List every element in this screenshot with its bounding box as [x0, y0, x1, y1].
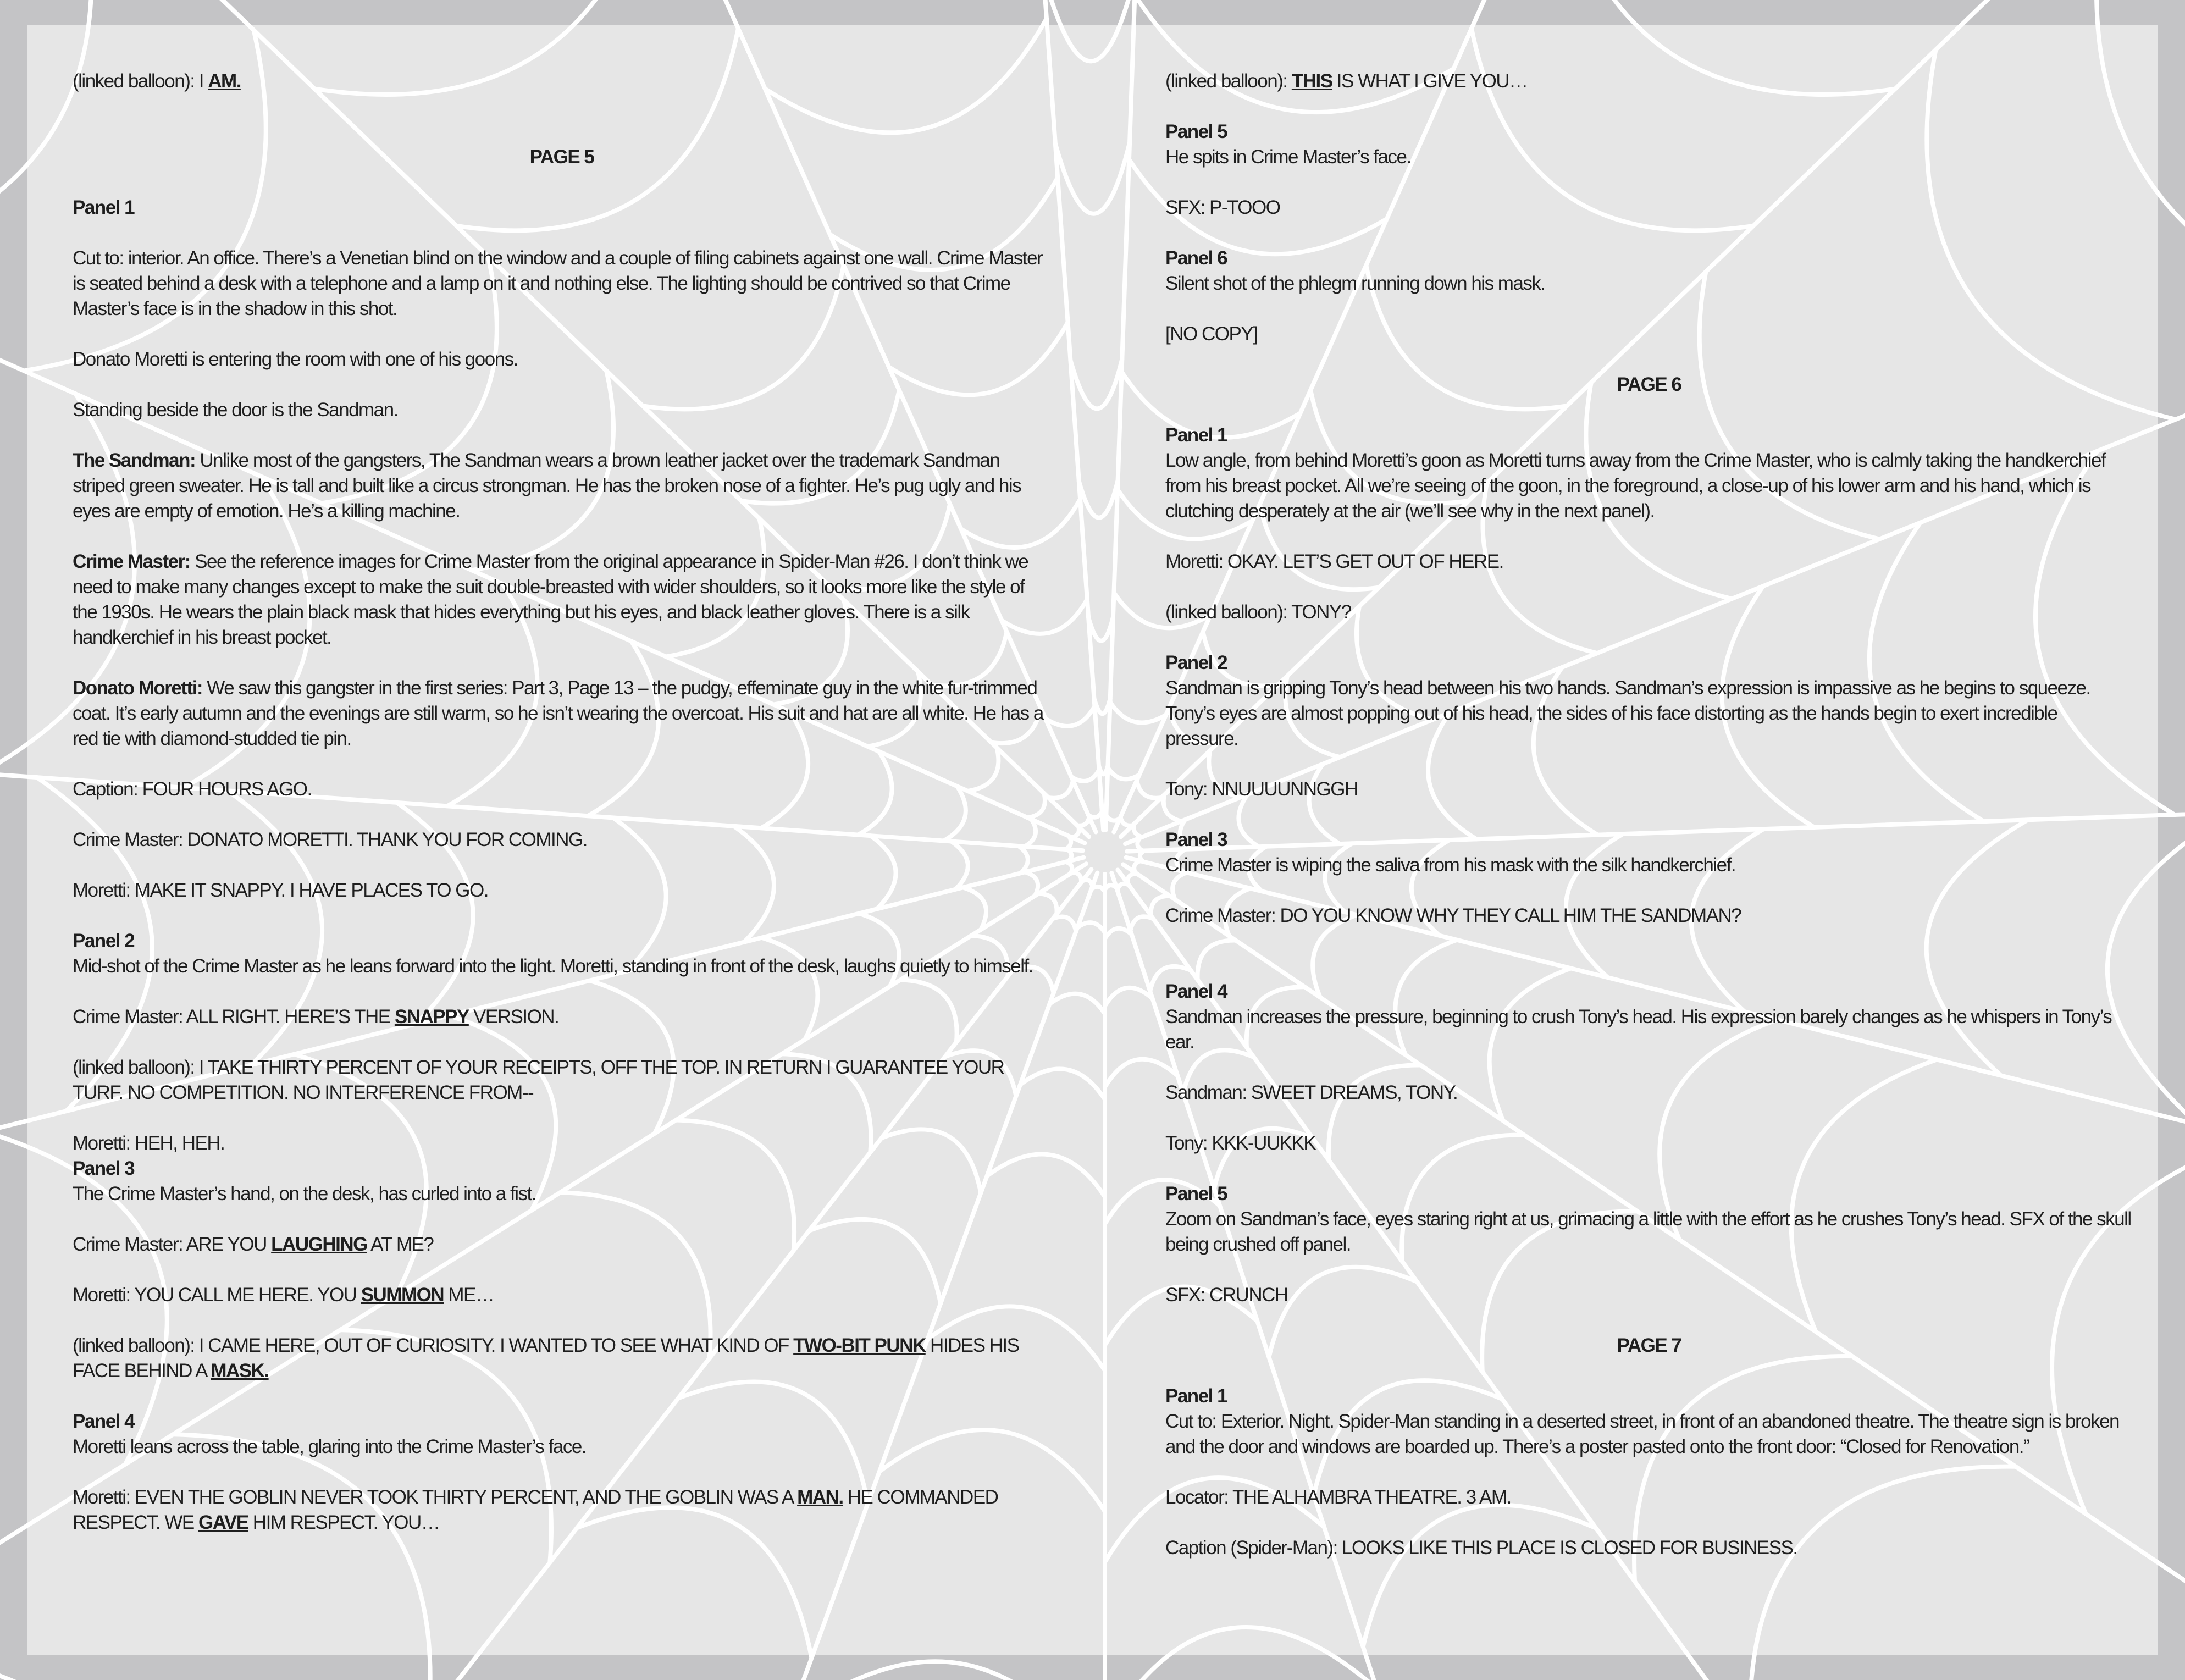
script-column-right	[1165, 69, 2133, 1561]
page-5-heading: PAGE 5	[529, 146, 594, 168]
dialogue-line: (linked balloon): TONY?	[1165, 601, 1351, 623]
panel-2-heading: Panel 2	[73, 930, 135, 952]
panel-4-description: Moretti leans across the table, glaring into the Crime Master’s face.	[73, 1436, 587, 1457]
panel-1-description: Cut to: Exterior. Night. Spider-Man standing in a deserted street, in front of an abandoned theatre. The theatre sign is broken and the door and windows are boarded up. There’s a poster pasted onto the front door: “Closed for Renovation.”	[1165, 1411, 2119, 1457]
emphasis-text: MASK.	[211, 1360, 269, 1381]
dialogue-line: Moretti: OKAY. LET’S GET OUT OF HERE.	[1165, 551, 1503, 572]
panel-2-description: Sandman is gripping Tony’s head between his two hands. Sandman’s expression is impassive as he begins to squeeze. Tony’s eyes are almost popping out of his head, the sides of his face distorting as the hands begin to exert incredible pressure.	[1165, 677, 2090, 749]
panel-3-description: The Crime Master’s hand, on the desk, has curled into a fist.	[73, 1183, 536, 1204]
dialogue-line: Crime Master: DO YOU KNOW WHY THEY CALL HIM THE SANDMAN?	[1165, 905, 1741, 926]
script-column-left	[73, 69, 1051, 1535]
panel-3-heading: Panel 3	[73, 1158, 135, 1179]
character-name: Donato Moretti:	[73, 677, 203, 699]
panel-1-heading: Panel 1	[73, 197, 135, 218]
dialogue-line: Crime Master: DONATO MORETTI. THANK YOU FOR COMING.	[73, 829, 587, 850]
panel-4-description: Sandman increases the pressure, beginning to crush Tony’s head. His expression barely changes as he whispers in Tony’s ear.	[1165, 1006, 2112, 1053]
panel-2-description: Mid-shot of the Crime Master as he leans forward into the light. Moretti, standing in front of the desk, laughs quietly to himself.	[73, 955, 1033, 977]
dialogue-line: Sandman: SWEET DREAMS, TONY.	[1165, 1082, 1458, 1103]
panel-1-note: Standing beside the door is the Sandman.	[73, 399, 398, 421]
no-copy-note: [NO COPY]	[1165, 323, 1258, 345]
caption-line: Caption (Spider-Man): LOOKS LIKE THIS PLACE IS CLOSED FOR BUSINESS.	[1165, 1537, 1797, 1559]
dialogue-line: Tony: KKK-UUKKK	[1165, 1132, 1316, 1154]
panel-5-heading: Panel 5	[1165, 121, 1227, 142]
caption-line: Caption: FOUR HOURS AGO.	[73, 778, 312, 800]
panel-6-heading: Panel 6	[1165, 247, 1227, 269]
panel-3-heading: Panel 3	[1165, 829, 1227, 850]
linked-balloon-line: (linked balloon): I AM.	[73, 70, 241, 92]
emphasis-text: AM.	[208, 70, 241, 92]
emphasis-text: TWO-BIT PUNK	[793, 1335, 926, 1356]
panel-2-heading: Panel 2	[1165, 652, 1227, 673]
character-note-sandman: The Sandman: Unlike most of the gangsters, The Sandman wears a brown leather jacket over the trademark Sandman striped green sweater. He is tall and built like a circus strongman. He has the broken nose of a fighter. He’s pug ugly and his eyes are empty of emotion. He’s a killing machine.	[73, 450, 1021, 522]
panel-3-description: Crime Master is wiping the saliva from his mask with the silk handkerchief.	[1165, 854, 1736, 876]
page-7-heading: PAGE 7	[1617, 1335, 1681, 1356]
dialogue-line: Moretti: MAKE IT SNAPPY. I HAVE PLACES TO GO.	[73, 880, 488, 901]
dialogue-line: Moretti: YOU CALL ME HERE. YOU SUMMON ME…	[73, 1284, 494, 1306]
panel-4-heading: Panel 4	[1165, 981, 1227, 1002]
panel-1-description: Cut to: interior. An office. There’s a Venetian blind on the window and a couple of filing cabinets against one wall. Crime Master is seated behind a desk with a telephone and a lamp on it and nothing else. The lighting should be contrived so that Crime Master’s face is in the shadow in this shot.	[73, 247, 1043, 319]
panel-4-heading: Panel 4	[73, 1411, 135, 1432]
dialogue-line: (linked balloon): I TAKE THIRTY PERCENT OF YOUR RECEIPTS, OFF THE TOP. IN RETURN I GUARANTEE YOUR TURF. NO COMPETITION. NO INTERFERENCE FROM--	[73, 1057, 1004, 1103]
panel-5-description: He spits in Crime Master’s face.	[1165, 146, 1411, 168]
character-note-moretti: Donato Moretti: We saw this gangster in the first series: Part 3, Page 13 – the pudgy, effeminate guy in the white fur-trimmed coat. It’s early autumn and the evenings are still warm, so he isn’t wearing the overcoat. His suit and hat are all white. He has a red tie with diamond-studded tie pin.	[73, 677, 1043, 749]
locator-line: Locator: THE ALHAMBRA THEATRE. 3 AM.	[1165, 1486, 1511, 1508]
emphasis-text: MAN.	[797, 1486, 843, 1508]
panel-5-description: Zoom on Sandman’s face, eyes staring right at us, grimacing a little with the effort as he crushes Tony’s head. SFX of the skull being crushed off panel.	[1165, 1208, 2131, 1255]
emphasis-text: SUMMON	[361, 1284, 444, 1306]
character-name: The Sandman:	[73, 450, 196, 471]
panel-1-note: Donato Moretti is entering the room with one of his goons.	[73, 349, 518, 370]
panel-1-heading: Panel 1	[1165, 1385, 1227, 1407]
dialogue-line: Crime Master: ALL RIGHT. HERE’S THE SNAPPY VERSION.	[73, 1006, 559, 1027]
page-6-heading: PAGE 6	[1617, 374, 1681, 395]
emphasis-text: GAVE	[198, 1512, 248, 1533]
linked-balloon-line: (linked balloon): THIS IS WHAT I GIVE YOU…	[1165, 70, 1528, 92]
emphasis-text: SNAPPY	[394, 1006, 469, 1027]
panel-1-heading: Panel 1	[1165, 424, 1227, 446]
sfx-line: SFX: CRUNCH	[1165, 1284, 1288, 1306]
panel-6-description: Silent shot of the phlegm running down his mask.	[1165, 273, 1545, 294]
dialogue-line: (linked balloon): I CAME HERE, OUT OF CURIOSITY. I WANTED TO SEE WHAT KIND OF TWO-BIT PUNK HIDES HIS FACE BEHIND A MASK.	[73, 1335, 1019, 1381]
panel-1-description: Low angle, from behind Moretti’s goon as Moretti turns away from the Crime Master, who is calmly taking the handkerchief from his breast pocket. All we’re seeing of the goon, in the foreground, a close-up of his lower arm and his hand, which is clutching desperately at the air (we’ll see why in the next panel).	[1165, 450, 2106, 522]
emphasis-text: LAUGHING	[271, 1234, 367, 1255]
dialogue-line: Moretti: HEH, HEH.	[73, 1132, 225, 1154]
sfx-line: SFX: P-TOOO	[1165, 197, 1280, 218]
dialogue-line: Tony: NNUUUUNNGGH	[1165, 778, 1358, 800]
dialogue-line: Moretti: EVEN THE GOBLIN NEVER TOOK THIRTY PERCENT, AND THE GOBLIN WAS A MAN. HE COMMANDED RESPECT. WE GAVE HIM RESPECT. YOU…	[73, 1486, 998, 1533]
dialogue-line: Crime Master: ARE YOU LAUGHING AT ME?	[73, 1234, 434, 1255]
character-name: Crime Master:	[73, 551, 190, 572]
emphasis-text: THIS	[1291, 70, 1332, 92]
character-note-crime-master: Crime Master: See the reference images for Crime Master from the original appearance in Spider-Man #26. I don’t think we need to make many changes except to make the suit double-breasted with wider shoulders, so it looks more like the style of the 1930s. He wears the plain black mask that hides everything but his eyes, and black leather gloves. There is a silk handkerchief in his breast pocket.	[73, 551, 1028, 648]
panel-5-heading: Panel 5	[1165, 1183, 1227, 1204]
